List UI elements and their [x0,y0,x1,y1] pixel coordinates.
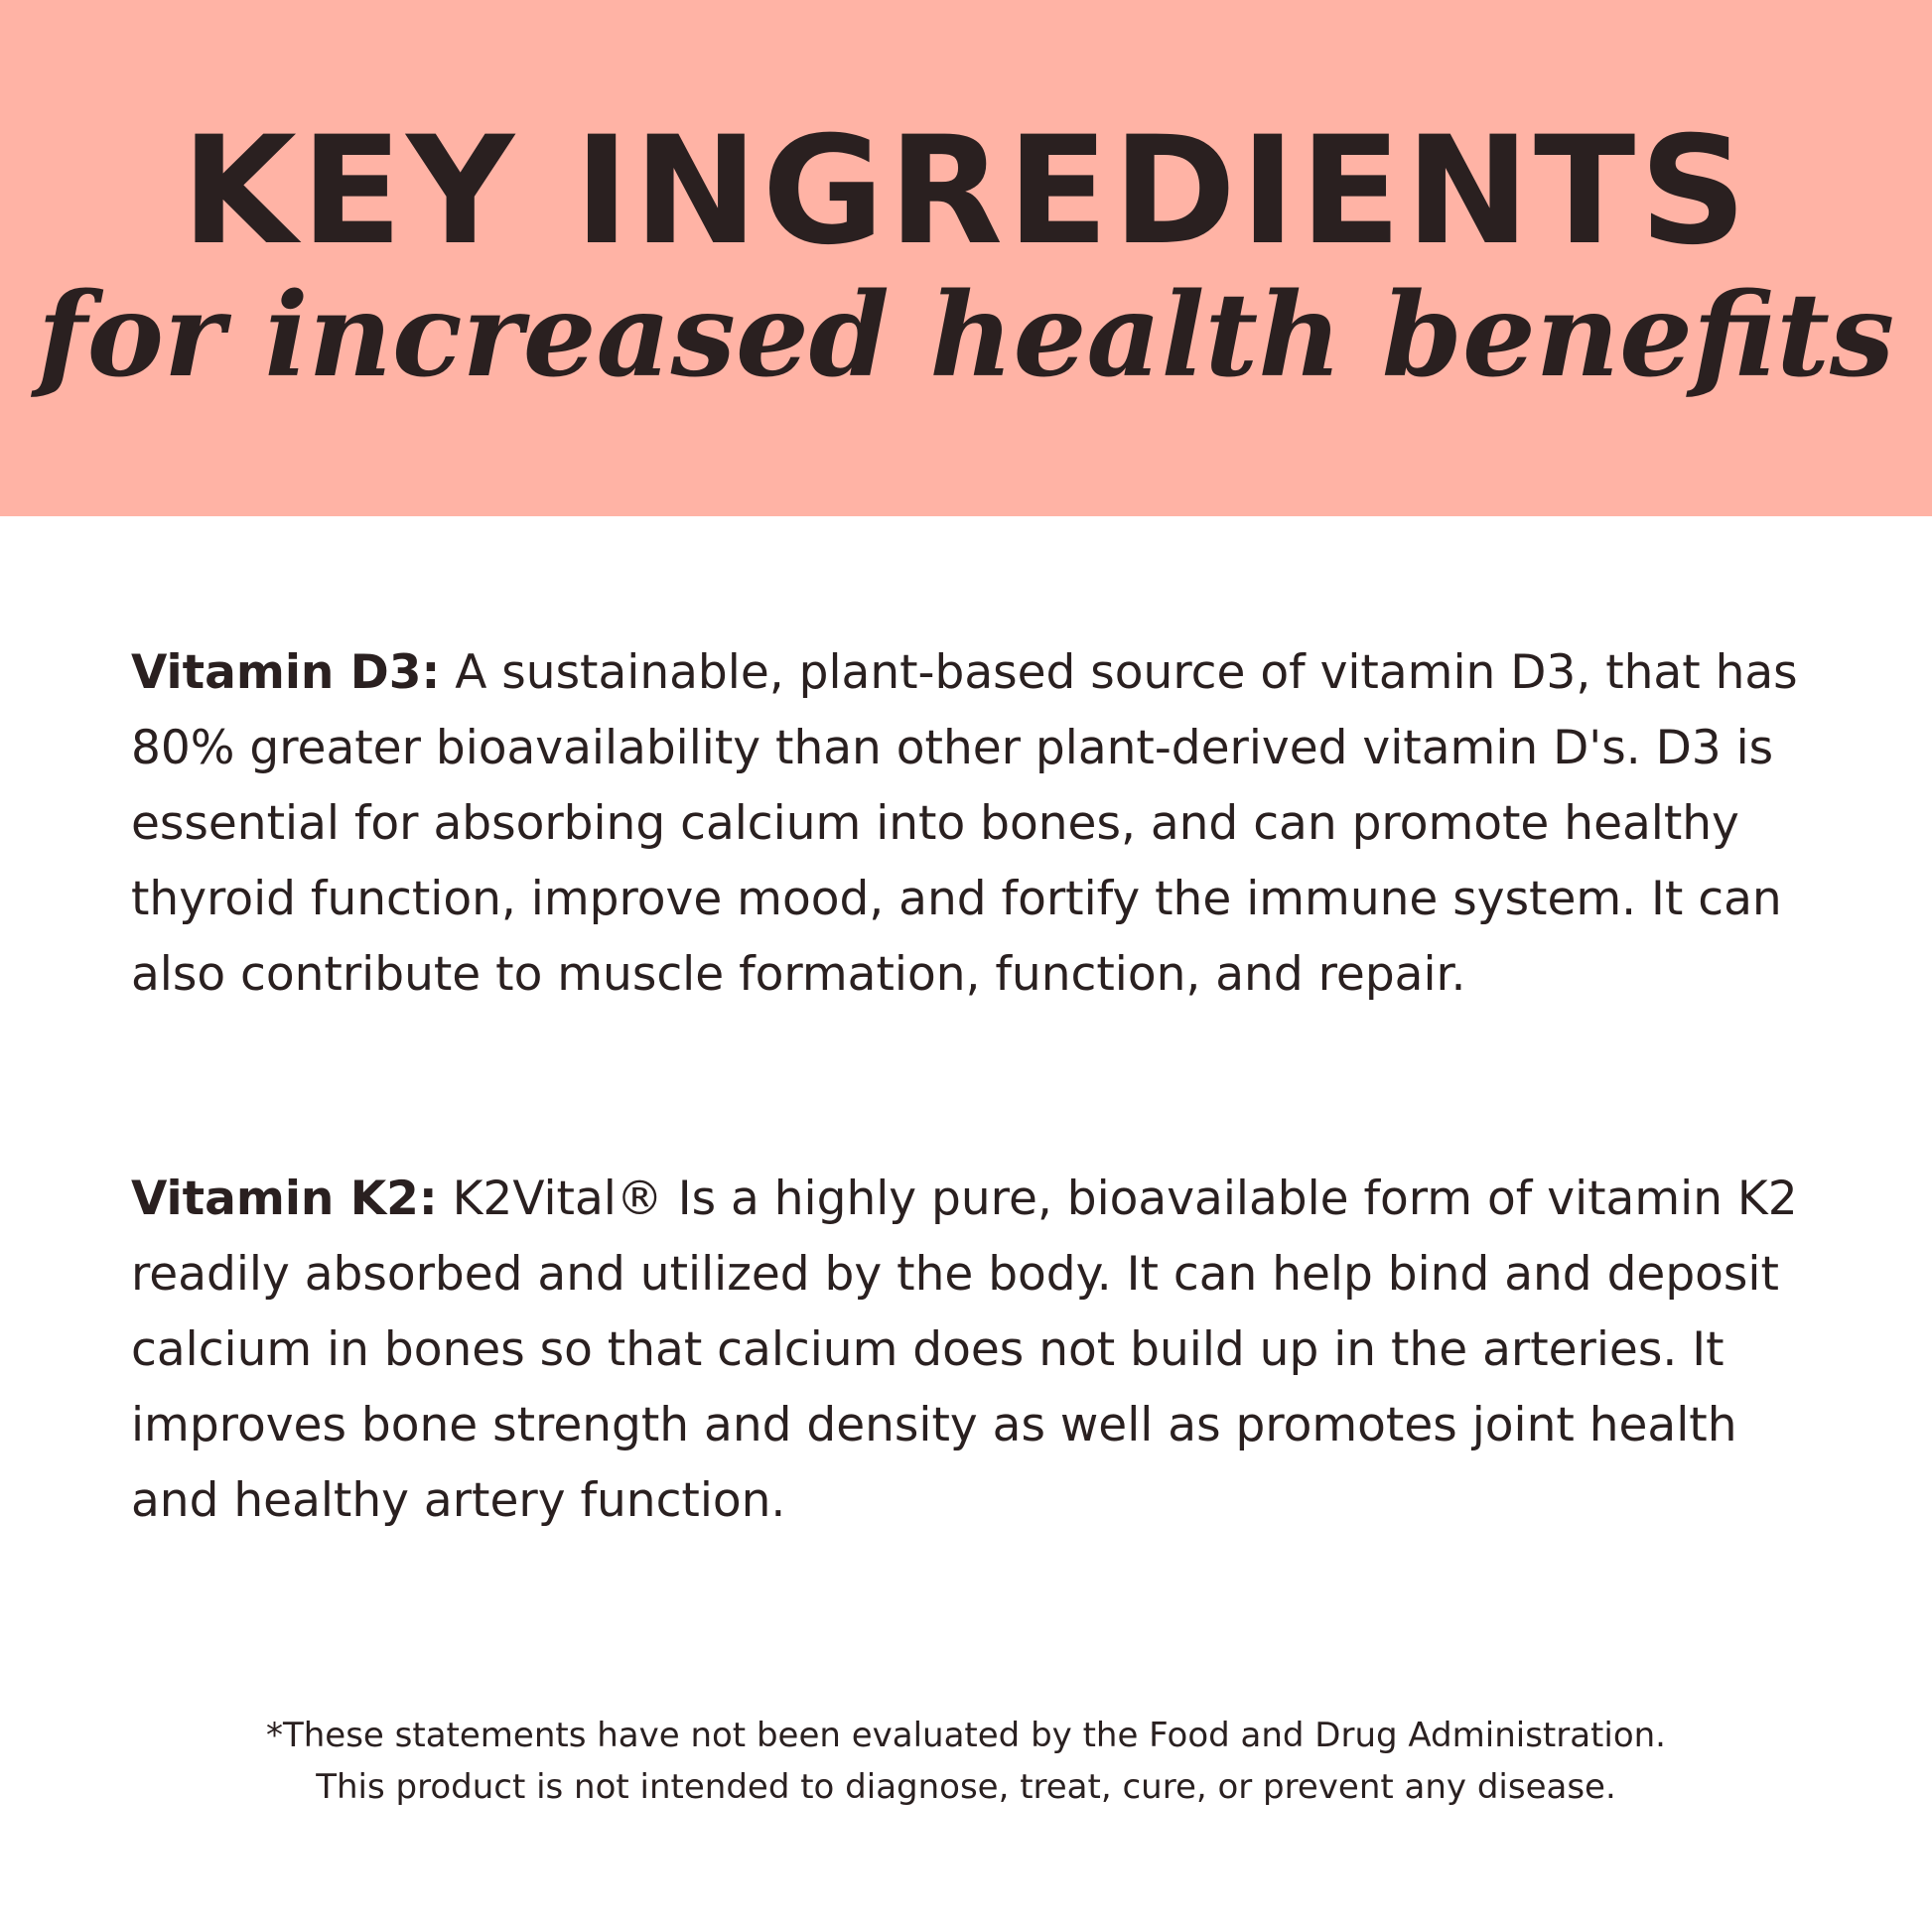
fda-disclaimer [0,1710,1932,1813]
ingredient-label: Vitamin K2 [131,1172,419,1226]
page-subtitle: for increased health benefits [37,268,1895,403]
ingredient-label-separator: : [421,645,441,700]
disclaimer-line-2: This product is not intended to diagnose, treat, cure, or prevent any disease. [316,1767,1616,1807]
ingredient-vitamin-d3 [131,635,1819,1013]
page-title: KEY INGREDIENTS [181,105,1751,278]
ingredient-description: A sustainable, plant-based source of vitamin D3, that has 80% greater bioavailability than other plant-derived vitamin D's. D3 is essential for absorbing calcium into bones, and can promote healthy thyroid function, improve mood, and fortify the immune system. It can also contribute to muscle formation, function, and repair. [131,645,1798,1002]
ingredient-label-separator: : [418,1172,438,1226]
ingredient-vitamin-k2 [131,1162,1819,1539]
disclaimer-line-1: *These statements have not been evaluated by the Food and Drug Administration. [265,1716,1666,1755]
ingredient-description: K2Vital® Is a highly pure, bioavailable form of vitamin K2 readily absorbed and utilized by the body. It can help bind and deposit calcium in bones so that calcium does not build up in the arteries. It improves bone strength and density as well as promotes joint health and healthy artery function. [131,1172,1798,1528]
header-band [0,0,1932,516]
ingredient-label: Vitamin D3 [131,645,422,700]
